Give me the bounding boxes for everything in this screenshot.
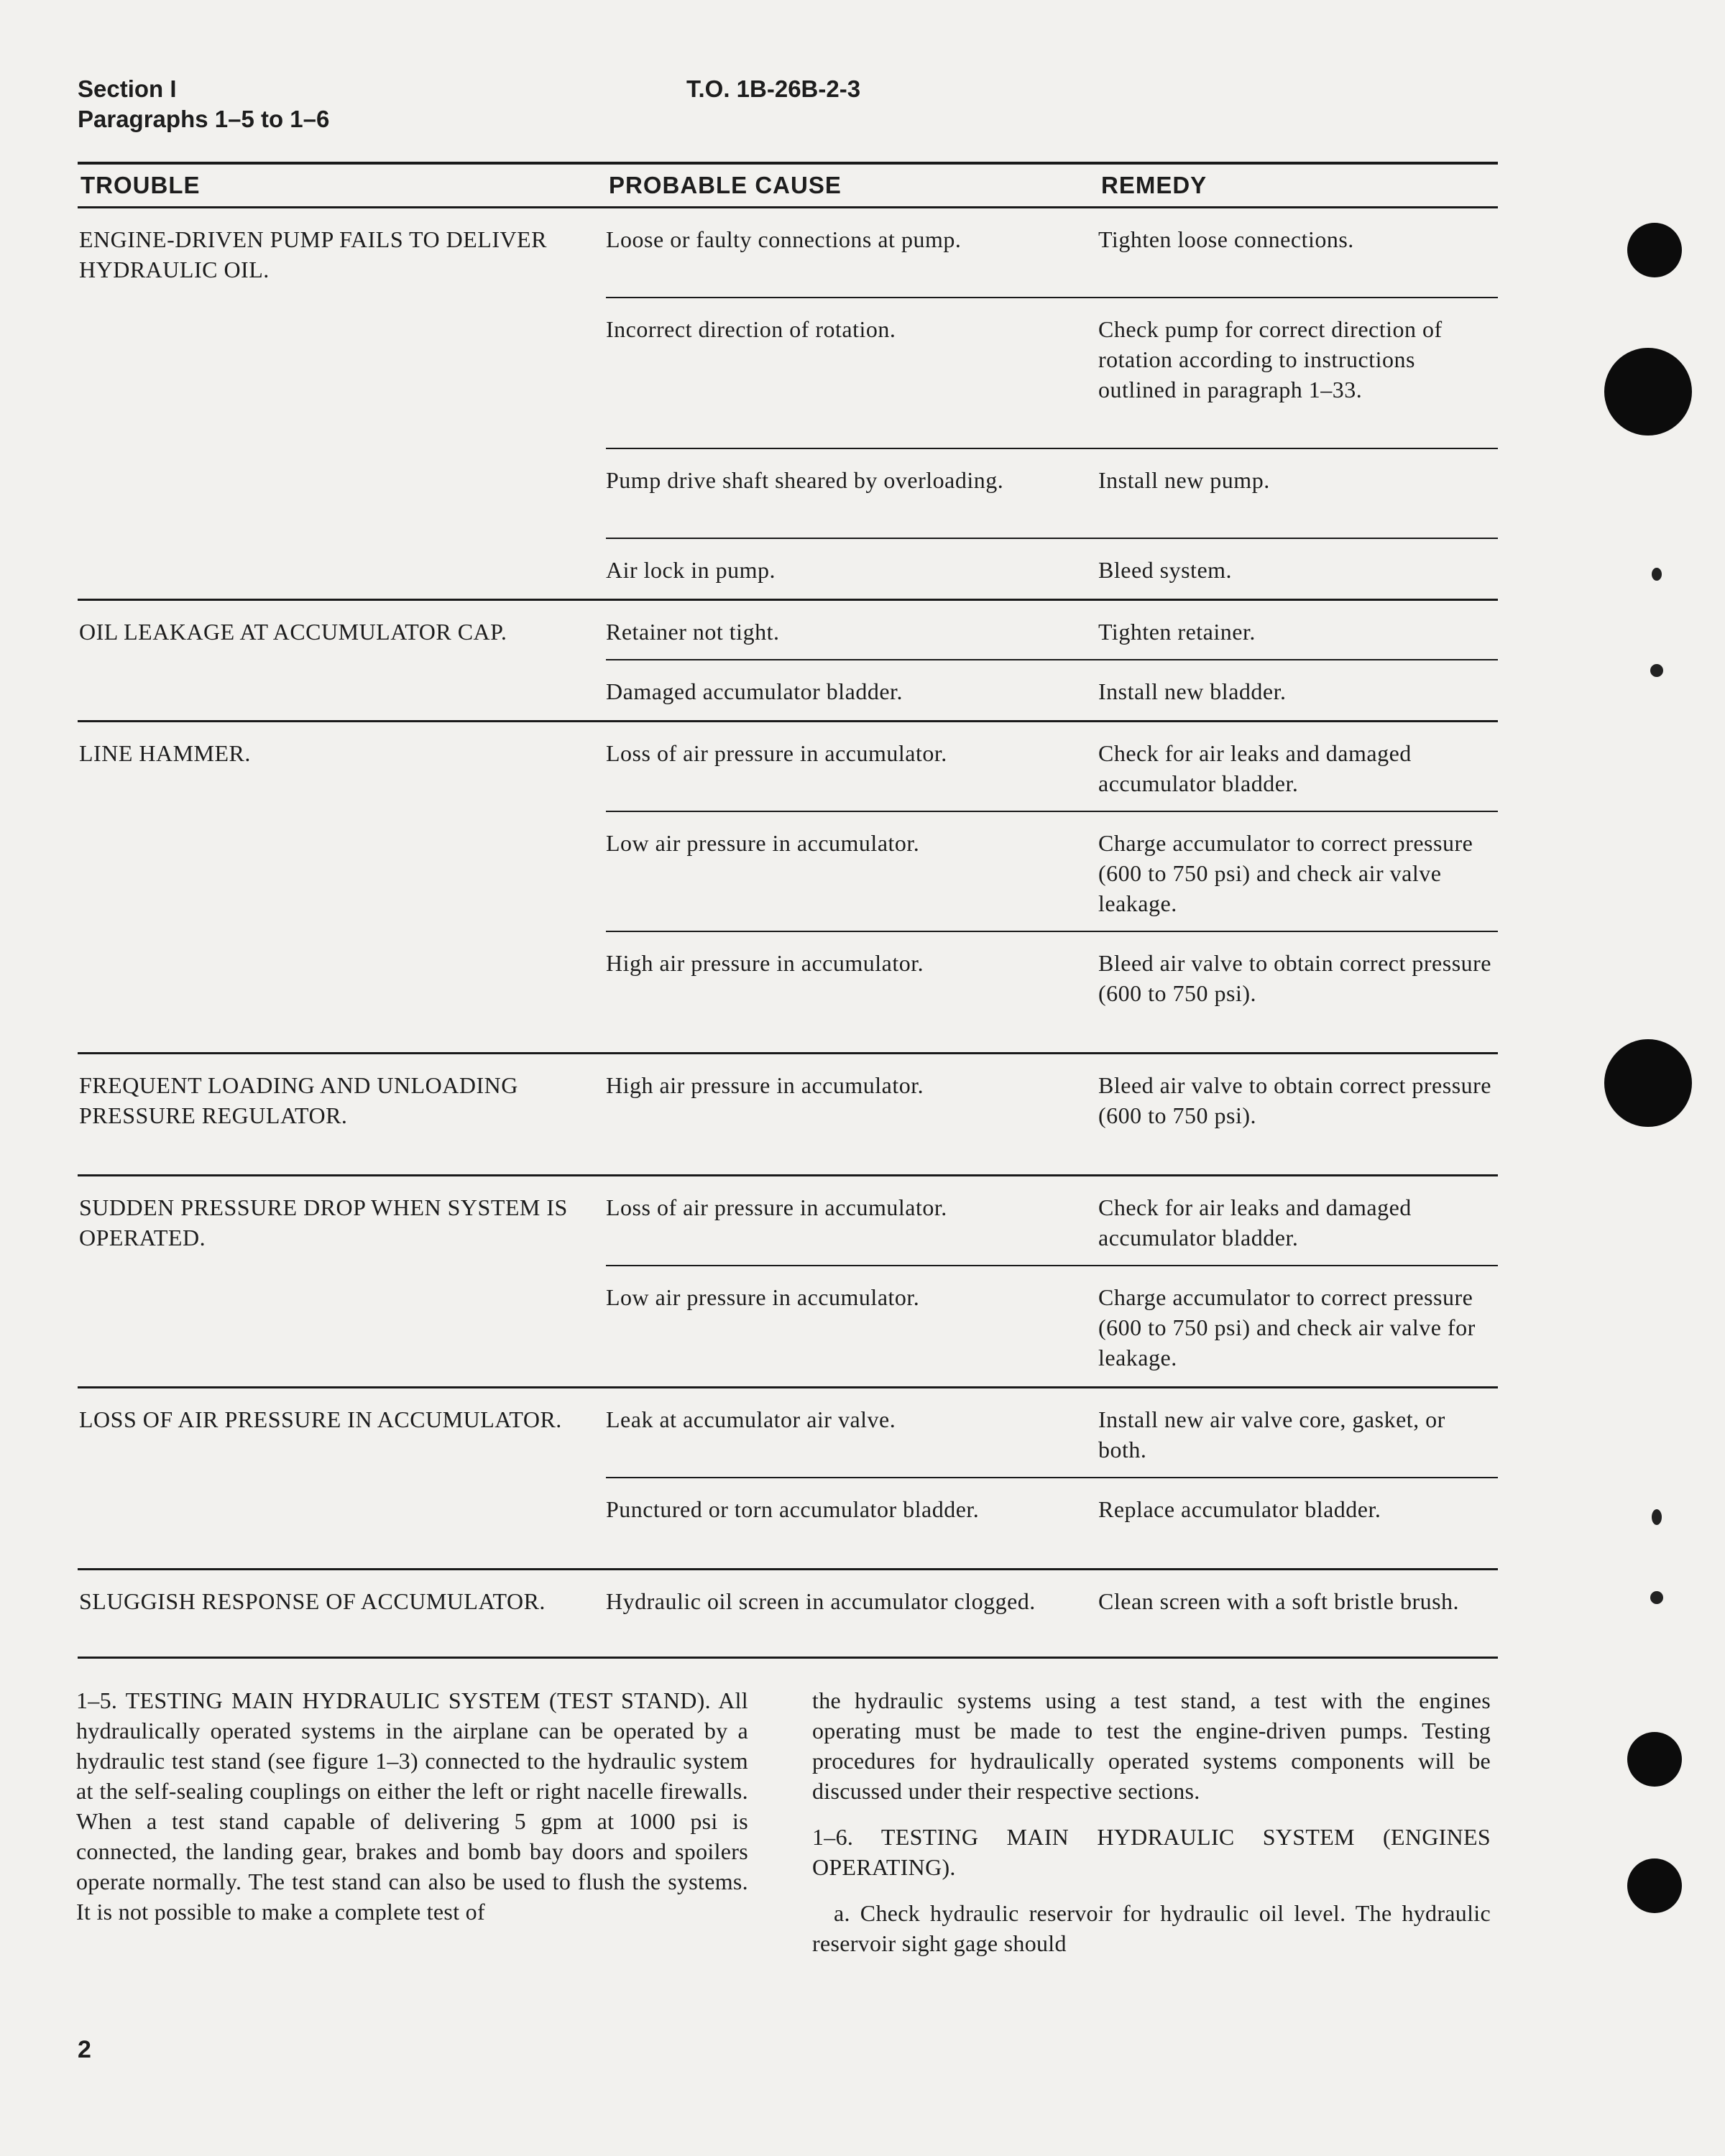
trouble-group (78, 1388, 1498, 1570)
cause-cell: Low air pressure in accumulator. (606, 830, 920, 856)
cause-cell: Retainer not tight. (606, 619, 780, 645)
troubleshooting-table (78, 162, 1498, 1659)
cause-cell: Incorrect direction of rotation. (606, 316, 896, 342)
section-label: Section I (78, 75, 177, 102)
paper-speck (1652, 568, 1662, 581)
table-row (606, 208, 1498, 298)
binder-hole (1604, 348, 1692, 436)
binder-hole (1604, 1039, 1692, 1127)
cause-cell: Hydraulic oil screen in accumulator clogged. (606, 1588, 1036, 1614)
trouble-cell: FREQUENT LOADING AND UNLOADING PRESSURE REGULATOR. (79, 1072, 518, 1128)
trouble-group (78, 208, 1498, 601)
paragraph-1-6-heading: 1–6. TESTING MAIN HYDRAULIC SYSTEM (ENGINES OPERATING). (812, 1824, 1491, 1880)
cause-cell: Low air pressure in accumulator. (606, 1284, 920, 1310)
remedy-cell: Bleed air valve to obtain correct pressure (600 to 750 psi). (1098, 1072, 1491, 1128)
body-column-right (812, 1685, 1491, 1958)
remedy-cell: Bleed air valve to obtain correct pressure (600 to 750 psi). (1098, 950, 1491, 1006)
remedy-cell: Bleed system. (1098, 557, 1233, 583)
cause-list (606, 1176, 1498, 1386)
technical-order-number: T.O. 1B-26B-2-3 (686, 75, 861, 102)
cause-list (606, 208, 1498, 599)
paper-speck (1652, 1509, 1662, 1525)
trouble-group (78, 601, 1498, 722)
remedy-cell: Install new air valve core, gasket, or both. (1098, 1406, 1445, 1462)
table-row (606, 1388, 1498, 1478)
binder-hole (1627, 1858, 1682, 1913)
trouble-group (78, 1570, 1498, 1659)
paragraph-1-6-step-a: a. Check hydraulic reservoir for hydraulic oil level. The hydraulic reservoir sight gage should (812, 1900, 1491, 1956)
trouble-group (78, 1054, 1498, 1176)
trouble-group (78, 722, 1498, 1054)
cause-cell: High air pressure in accumulator. (606, 950, 924, 976)
cause-list (606, 1570, 1498, 1657)
trouble-cell: OIL LEAKAGE AT ACCUMULATOR CAP. (79, 619, 507, 645)
remedy-cell: Clean screen with a soft bristle brush. (1098, 1588, 1460, 1614)
cause-list (606, 722, 1498, 1052)
trouble-cell: LINE HAMMER. (79, 740, 251, 766)
cause-cell: Damaged accumulator bladder. (606, 678, 903, 704)
table-row (606, 1266, 1498, 1386)
cause-cell: Loss of air pressure in accumulator. (606, 740, 947, 766)
cause-cell: Loss of air pressure in accumulator. (606, 1194, 947, 1220)
col-header-trouble: TROUBLE (80, 172, 201, 198)
section-header (78, 74, 329, 134)
table-header-row (78, 165, 1498, 208)
body-column-left (76, 1685, 748, 1927)
binder-hole (1627, 223, 1682, 277)
cause-cell: High air pressure in accumulator. (606, 1072, 924, 1098)
binder-hole (1627, 1732, 1682, 1787)
paper-speck (1650, 1591, 1663, 1604)
cause-cell: Leak at accumulator air valve. (606, 1406, 896, 1432)
paper-speck (1650, 664, 1663, 677)
cause-list (606, 1388, 1498, 1568)
page-number: 2 (78, 2036, 91, 2063)
cause-list (606, 1054, 1498, 1174)
table-row (606, 601, 1498, 660)
remedy-cell: Tighten loose connections. (1098, 226, 1354, 252)
remedy-cell: Check pump for correct direction of rotation according to instructions outlined in paragraph 1–33. (1098, 316, 1443, 402)
cause-cell: Punctured or torn accumulator bladder. (606, 1496, 980, 1522)
remedy-cell: Charge accumulator to correct pressure (600 to 750 psi) and check air valve for leakage. (1098, 1284, 1476, 1370)
cause-list (606, 601, 1498, 720)
cause-cell: Loose or faulty connections at pump. (606, 226, 962, 252)
table-row (606, 1478, 1498, 1568)
paragraphs-label: Paragraphs 1–5 to 1–6 (78, 106, 330, 132)
remedy-cell: Replace accumulator bladder. (1098, 1496, 1381, 1522)
paragraph-1-5-continued: the hydraulic systems using a test stand, a test with the engines operating must be made to test the engine-driven pumps. Testing procedures for hydraulically operated systems components will be discussed under their respective sections. (812, 1687, 1491, 1804)
table-row (606, 1176, 1498, 1266)
table-row (606, 722, 1498, 812)
remedy-cell: Install new pump. (1098, 467, 1270, 493)
paragraph-1-5: 1–5. TESTING MAIN HYDRAULIC SYSTEM (TEST STAND). All hydraulically operated systems in the airplane can be operated by a hydraulic test stand (see figure 1–3) connected to the hydraulic system at the self-sealing couplings on either the left or right nacelle firewalls. When a test stand capable of delivering 5 gpm at 1000 psi is connected, the landing gear, brakes and bomb bay doors and spoilers operate normally. The test stand can also be used to flush the systems. It is not possible to make a complete test of (76, 1687, 748, 1925)
table-row (606, 539, 1498, 599)
trouble-cell: ENGINE-DRIVEN PUMP FAILS TO DELIVER HYDRAULIC OIL. (79, 226, 547, 282)
table-row (606, 1570, 1498, 1657)
table-row (606, 298, 1498, 449)
trouble-cell: SUDDEN PRESSURE DROP WHEN SYSTEM IS OPERATED. (79, 1194, 568, 1250)
col-header-probable-cause: PROBABLE CAUSE (609, 172, 842, 198)
remedy-cell: Charge accumulator to correct pressure (600 to 750 psi) and check air valve leakage. (1098, 830, 1473, 916)
cause-cell: Pump drive shaft sheared by overloading. (606, 467, 1004, 493)
trouble-cell: LOSS OF AIR PRESSURE IN ACCUMULATOR. (79, 1406, 562, 1432)
trouble-group (78, 1176, 1498, 1388)
cause-cell: Air lock in pump. (606, 557, 776, 583)
remedy-cell: Install new bladder. (1098, 678, 1287, 704)
col-header-remedy: REMEDY (1101, 172, 1208, 198)
table-row (606, 1054, 1498, 1174)
table-row (606, 812, 1498, 932)
table-row (606, 449, 1498, 539)
trouble-cell: SLUGGISH RESPONSE OF ACCUMULATOR. (79, 1588, 546, 1614)
remedy-cell: Tighten retainer. (1098, 619, 1256, 645)
table-row (606, 932, 1498, 1052)
remedy-cell: Check for air leaks and damaged accumulator bladder. (1098, 1194, 1412, 1250)
table-row (606, 660, 1498, 720)
remedy-cell: Check for air leaks and damaged accumulator bladder. (1098, 740, 1412, 796)
